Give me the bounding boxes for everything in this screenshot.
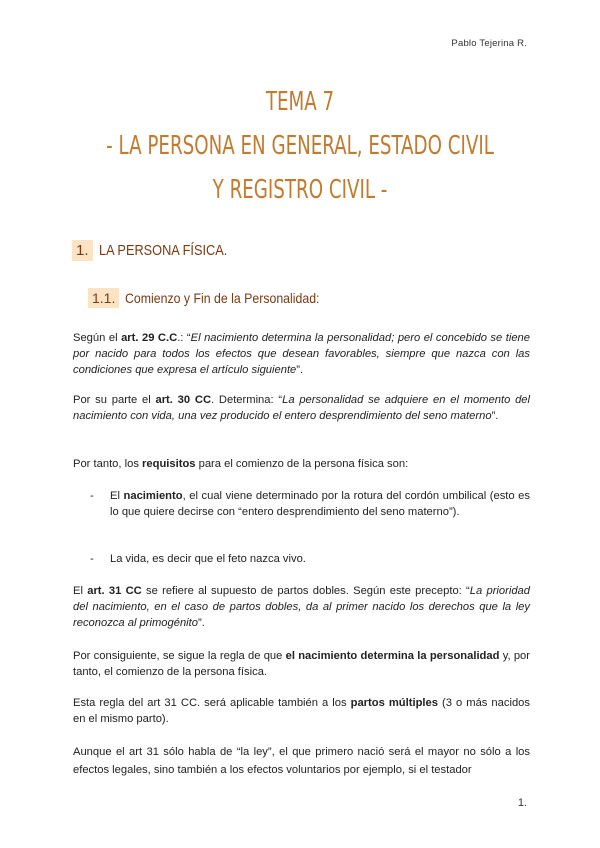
bullet-dash: -	[90, 553, 94, 565]
paragraph-art-29: Según el art. 29 C.C.: “El nacimiento determina la personalidad; pero el concebido se tiene por nacido para todos los efectos que desean favorables, siempre que nazca con las condiciones que expresa el artículo siguiente”.	[73, 332, 530, 376]
section-number: 1.	[72, 240, 93, 261]
section-label: LA PERSONA FÍSICA.	[98, 242, 227, 259]
subsection-label: Comienzo y Fin de la Personalidad:	[125, 290, 320, 306]
bullet-dash: -	[90, 490, 94, 502]
author-name: Pablo Tejerina R.	[451, 38, 527, 49]
document-title	[0, 80, 600, 212]
subsection-heading-1-1	[88, 288, 346, 308]
paragraph-requisitos: Por tanto, los requisitos para el comienzo de la persona física son:	[73, 458, 409, 470]
title-line-3: Y REGISTRO CIVIL -	[212, 175, 388, 205]
title-line-1: TEMA 7	[265, 87, 335, 117]
paragraph-partos-multiples: Esta regla del art 31 CC. será aplicable también a los partos múltiples (3 o más nacidos en el mismo parto).	[73, 697, 530, 725]
list-item: - La vida, es decir que el feto nazca vivo.	[90, 553, 306, 565]
subsection-number: 1.1.	[88, 288, 119, 308]
paragraph-aunque: Aunque el art 31 sólo habla de “la ley”, el que primero nació será el mayor no sólo a los efectos legales, sino también a los efectos voluntarios por ejemplo, si el testador	[73, 746, 530, 776]
paragraph-consiguiente: Por consiguiente, se sigue la regla de que el nacimiento determina la personalidad y, por tanto, el comienzo de la persona física.	[73, 650, 530, 678]
paragraph-art-30: Por su parte el art. 30 CC. Determina: “La personalidad se adquiere en el momento del nacimiento con vida, una vez producido el entero desprendimiento del seno materno”.	[73, 394, 531, 422]
section-heading-1	[72, 240, 249, 261]
page-number: 1.	[517, 797, 527, 809]
list-item: - El nacimiento, el cual viene determinado por la rotura del cordón umbilical (esto es lo que quiere decirse con “entero desprendimiento del seno materno”).	[90, 490, 530, 518]
paragraph-art-31: El art. 31 CC se refiere al supuesto de partos dobles. Según este precepto: “La prioridad del nacimiento, en el caso de partos dobles, da al primer nacido los derechos que la ley reconozca al primogénito”.	[73, 585, 531, 629]
title-line-2: - LA PERSONA EN GENERAL, ESTADO CIVIL	[106, 131, 494, 161]
